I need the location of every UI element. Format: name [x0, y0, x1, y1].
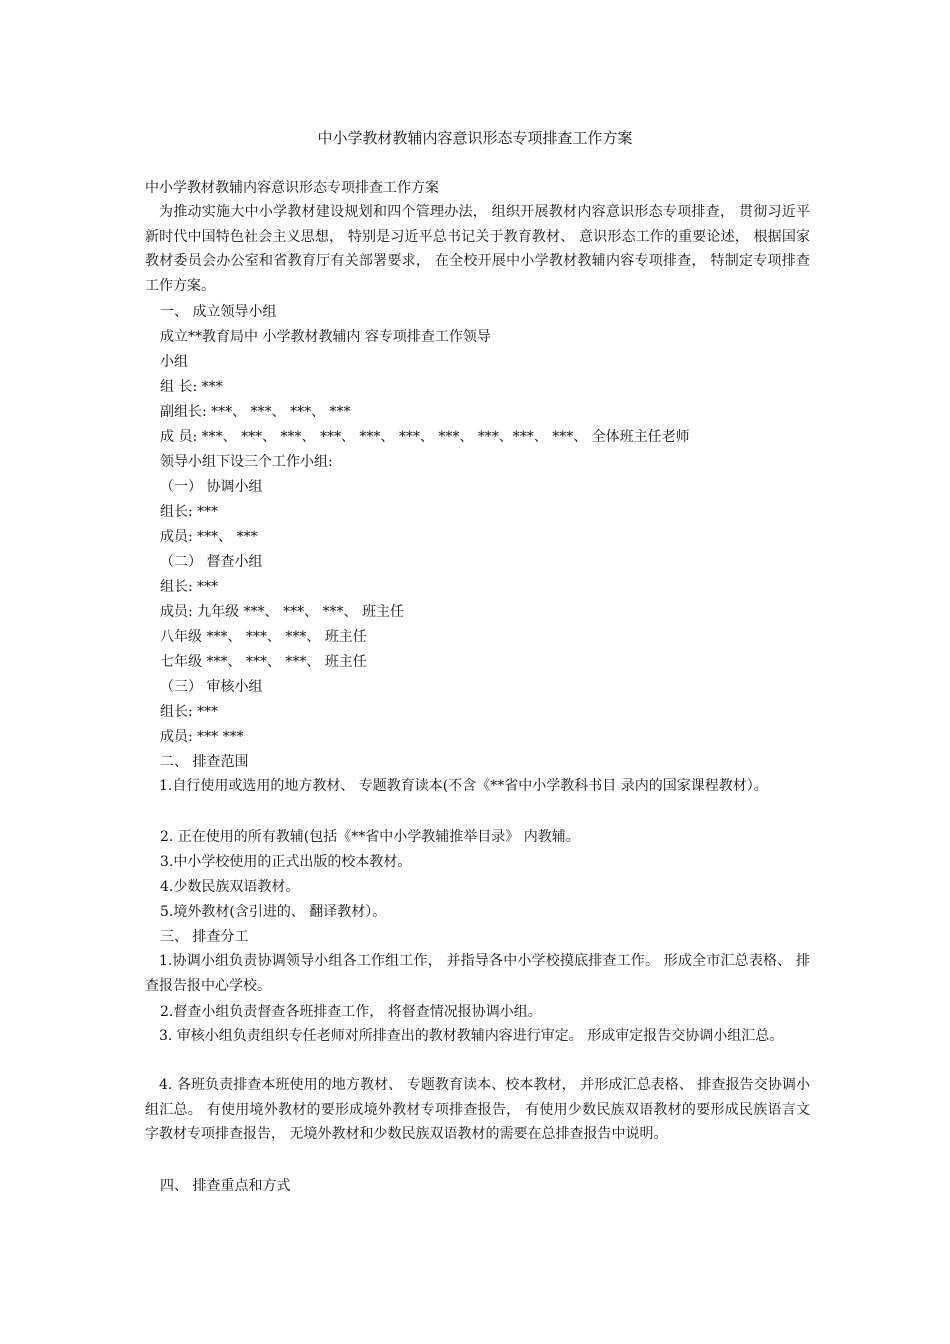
- group3-leader: 组长: ***: [160, 704, 219, 720]
- group2-grade8: 八年级 ***、 ***、 ***、 班主任: [160, 629, 367, 645]
- section3-item4-text: 4. 各班负责排查本班使用的地方教材、 专题教育读本、校本教材， 并形成汇总表格、 排查报告交协调小组汇总。 有使用境外教材的要形成境外教材专项排查报告， 有使用少数民族双语教材的要形成民族语言文字教材专项排查报告， 无境外教材和少数民族双语教材的需要在总排查报告中说明。: [145, 1077, 810, 1142]
- leader-line: 组 长: ***: [160, 379, 223, 395]
- section2-item3: 3.中小学校使用的正式出版的校本教材。: [160, 854, 412, 870]
- group2-leader: 组长: ***: [160, 579, 219, 595]
- sub-intro-line: 领导小组下设三个工作小组:: [160, 454, 333, 470]
- section3-item1-text: 1.协调小组负责协调领导小组各工作组工作， 并指导各中小学校摸底排查工作。 形成全市汇总表格、 排查报告报中心学校。: [145, 953, 810, 994]
- section3-item4: [145, 1073, 810, 1147]
- section1-line1: 成立**教育局中 小学教材教辅内 容专项排查工作领导: [160, 329, 491, 345]
- group3-members: 成员: *** ***: [160, 729, 244, 745]
- section3-item2: 2.督查小组负责督查各班排查工作， 将督查情况报协调小组。: [160, 1004, 542, 1020]
- section3-heading: 三、 排查分工: [160, 929, 249, 945]
- section3-item1: [145, 949, 810, 998]
- section2-item5: 5.境外教材(含引进的、 翻译教材）。: [160, 904, 387, 920]
- section2-item1-text: 1.自行使用或选用的地方教材、 专题教育读本(不含《**省中小学教科书目 录内的国家课程教材）。: [159, 778, 768, 794]
- section1-line2: 小组: [160, 354, 188, 370]
- group1-leader: 组长: ***: [160, 504, 219, 520]
- section2-item4: 4.少数民族双语教材。: [160, 879, 300, 895]
- group1-heading: （一） 协调小组: [160, 479, 263, 495]
- section3-item3-text: 3. 审核小组负责组织专任老师对所排查出的教材教辅内容进行审定。 形成审定报告交协调小组汇总。: [159, 1028, 784, 1044]
- group1-members: 成员: ***、 ***: [160, 529, 258, 545]
- intro-paragraph: [145, 200, 810, 298]
- deputy-line: 副组长: ***、 ***、 ***、 ***: [160, 404, 351, 420]
- document-subtitle: 中小学教材教辅内容意识形态专项排查工作方案: [145, 180, 439, 196]
- document-title: 中小学教材教辅内容意识形态专项排查工作方案: [317, 129, 633, 147]
- section2-heading: 二、 排查范围: [160, 754, 249, 770]
- group2-heading: （二） 督查小组: [160, 554, 263, 570]
- section1-heading: 一、 成立领导小组: [160, 304, 277, 320]
- members-line: 成 员: ***、 ***、 ***、 ***、 ***、 ***、 ***、 ***、***、 ***、 全体班主任老师: [160, 429, 690, 445]
- group2-grade7: 七年级 ***、 ***、 ***、 班主任: [160, 654, 367, 670]
- section3-item3: [145, 1024, 810, 1049]
- section4-heading: 四、 排查重点和方式: [160, 1178, 291, 1194]
- section2-item1: [145, 774, 810, 799]
- group3-heading: （三） 审核小组: [160, 679, 263, 695]
- intro-text: 为推动实施大中小学教材建设规划和四个管理办法， 组织开展教材内容意识形态专项排查， 贯彻习近平新时代中国特色社会主义思想， 特别是习近平总书记关于教育教材、 意识形态工作的重要论述， 根据国家教材委员会办公室和省教育厅有关部署要求， 在全校开展中小学教材教辅内容专项排查， 特制定专项排查工作方案。: [145, 204, 810, 294]
- section2-item2: 2. 正在使用的所有教辅(包括《**省中小学教辅推举目录》 内教辅。: [160, 829, 580, 845]
- group2-members: 成员: 九年级 ***、 ***、 ***、 班主任: [160, 604, 404, 620]
